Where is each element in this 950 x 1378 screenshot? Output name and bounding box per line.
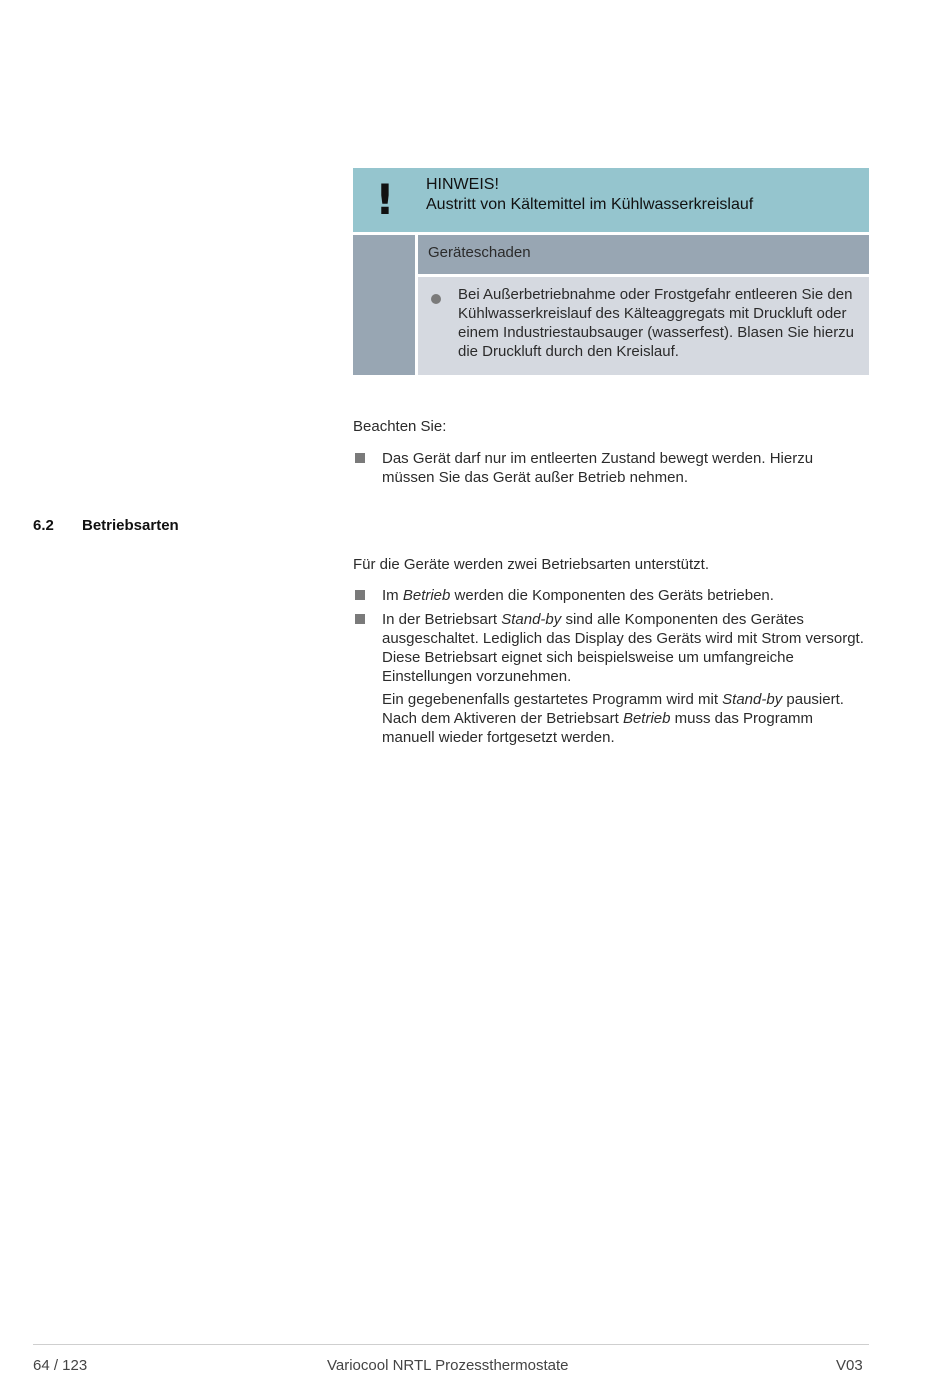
section-intro: Für die Geräte werden zwei Betriebsarten unterstützt. xyxy=(353,556,710,573)
notice-box xyxy=(353,168,869,375)
bullet-dot-icon xyxy=(431,294,441,304)
standby-extra-mid: pausiert. Nach dem Aktiveren der Betriebsart xyxy=(382,691,844,727)
square-bullet-icon xyxy=(355,614,365,624)
standby-extra-em2: Betrieb xyxy=(622,710,671,727)
mode-item-standby xyxy=(382,610,869,686)
standby-extra-pre: Ein gegebenenfalls gestartetes Programm wird mit xyxy=(382,691,723,708)
notice-title: HINWEIS! xyxy=(426,176,499,193)
mode-item-betrieb xyxy=(382,586,869,605)
notice-header xyxy=(353,168,869,232)
notice-heading xyxy=(426,175,753,215)
footer-document-title: Variocool NRTL Prozessthermostate xyxy=(327,1357,569,1374)
section-title: Betriebsarten xyxy=(82,517,179,534)
section-number: 6.2 xyxy=(33,517,54,534)
notice-content xyxy=(418,277,869,375)
notice-category-bar xyxy=(418,235,869,274)
notice-side-bar xyxy=(353,235,415,375)
observe-intro: Beachten Sie: xyxy=(353,418,447,435)
mode-item-betrieb-post: werden die Komponenten des Geräts betrieben. xyxy=(450,587,774,604)
observe-item: Das Gerät darf nur im entleerten Zustand bewegt werden. Hierzu müssen Sie das Gerät außer Betrieb nehmen. xyxy=(382,450,814,486)
footer-version: V03 xyxy=(836,1357,863,1374)
notice-bullet-text: Bei Außerbetriebnahme oder Frostgefahr entleeren Sie den Kühlwasserkreislauf des Kälteaggregats mit Druckluft oder einem Industriestaubsauger (wasserfest). Blasen Sie hierzu die Druckluft durch den Kreislauf. xyxy=(458,286,855,360)
footer-divider xyxy=(33,1344,869,1345)
mode-item-standby-post: sind alle Komponenten des Gerätes ausgeschaltet. Lediglich das Display des Geräts wird mit Strom versorgt. Diese Betriebsart eignet sich beispielsweise um umfangreiche Einstellungen vorzunehmen. xyxy=(382,611,864,685)
square-bullet-icon xyxy=(355,453,365,463)
mode-item-standby-em: Stand-by xyxy=(501,611,562,628)
notice-subtitle: Austritt von Kältemittel im Kühlwasserkreislauf xyxy=(426,196,754,213)
exclamation-icon: ! xyxy=(375,175,395,224)
mode-item-standby-pre: In der Betriebsart xyxy=(382,611,502,628)
standby-extra-post: muss das Programm manuell wieder fortgesetzt werden. xyxy=(382,710,814,746)
footer-page-number: 64 / 123 xyxy=(33,1357,88,1374)
mode-item-betrieb-em: Betrieb xyxy=(402,587,451,604)
mode-item-standby-extra xyxy=(382,690,869,747)
standby-extra-em1: Stand-by xyxy=(722,691,783,708)
notice-body xyxy=(353,235,869,375)
notice-category: Geräteschaden xyxy=(428,244,531,261)
square-bullet-icon xyxy=(355,590,365,600)
mode-item-betrieb-pre: Im xyxy=(382,587,403,604)
